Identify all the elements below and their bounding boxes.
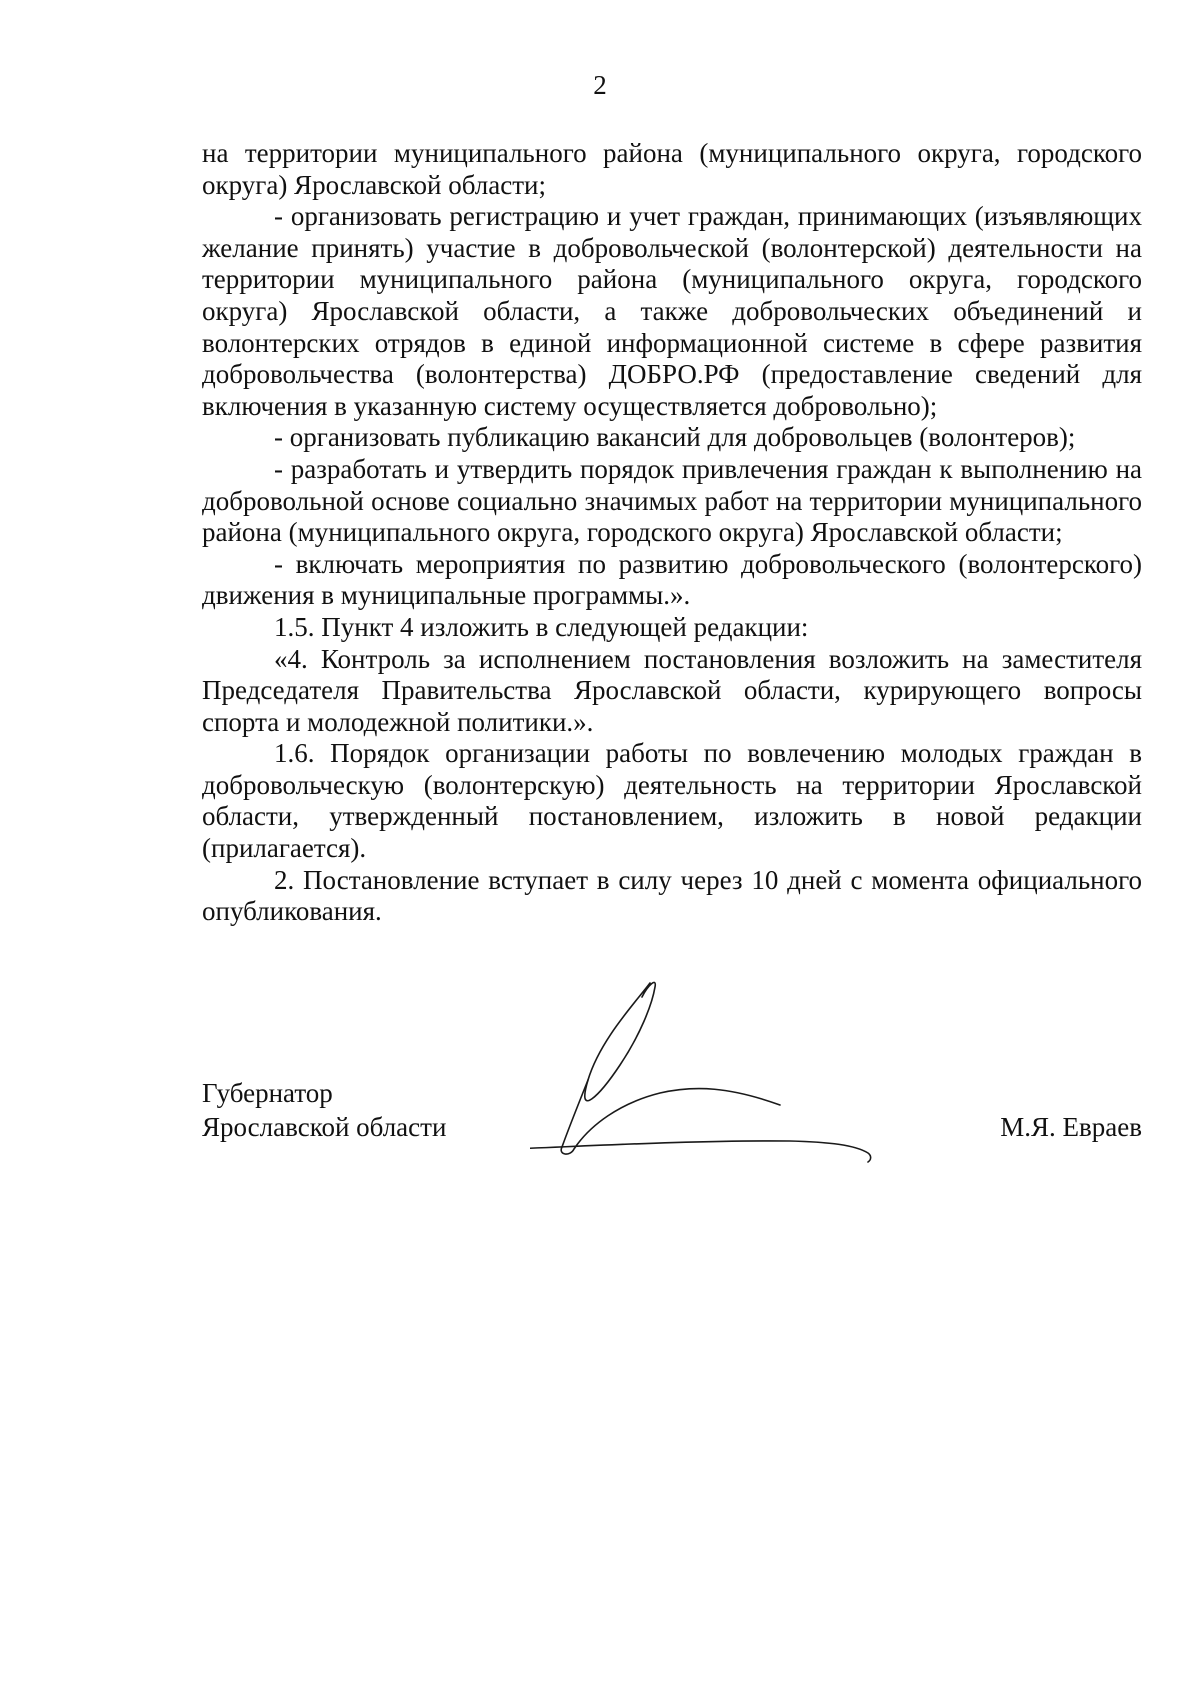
- paragraph: - организовать публикацию вакансий для добровольцев (волонтеров);: [274, 422, 1076, 453]
- paragraph: 1.6. Порядок организации работы по вовлечению молодых граждан в добровольческую (волонтерскую) деятельность на территории Ярославской области, утвержденный постановлением, изложить в новой редакции (прилагается).: [202, 738, 1142, 864]
- signatory-title-line: Губернатор: [202, 1078, 333, 1108]
- signatory-title: [202, 1076, 446, 1144]
- signatory-title-line: Ярославской области: [202, 1112, 447, 1142]
- signatory-name: М.Я. Евраев: [1000, 1112, 1142, 1142]
- paragraph: - включать мероприятия по развитию добровольческого (волонтерского) движения в муниципальные программы.».: [202, 548, 1142, 611]
- paragraph: на территории муниципального района (муниципального округа, городского округа) Ярославской области;: [202, 138, 1142, 200]
- page-number: 2: [593, 70, 607, 100]
- signature-block: [202, 1076, 1142, 1156]
- paragraph: - разработать и утвердить порядок привлечения граждан к выполнению на добровольной основе социально значимых работ на территории муниципального района (муниципального округа, городского округа) Ярославской области;: [202, 453, 1142, 548]
- paragraph: 1.5. Пункт 4 изложить в следующей редакции:: [274, 611, 809, 642]
- paragraph: «4. Контроль за исполнением постановления возложить на заместителя Председателя Правительства Ярославской области, курирующего вопросы спорта и молодежной политики.».: [202, 643, 1142, 737]
- document-body: [202, 138, 1142, 928]
- paragraph: 2. Постановление вступает в силу через 10 дней с момента официального опубликования.: [202, 864, 1142, 927]
- paragraph: - организовать регистрацию и учет граждан, принимающих (изъявляющих желание принять) участие в добровольческой (волонтерской) деятельности на территории муниципального района (муниципального округа, городского округа) Ярославской области, а также добровольческих объединений и волонтерских отрядов в единой информационной системе в сфере развития добровольчества (волонтерства) ДОБРО.РФ (предоставление сведений для включения в указанную систему осуществляется добровольно);: [202, 201, 1142, 421]
